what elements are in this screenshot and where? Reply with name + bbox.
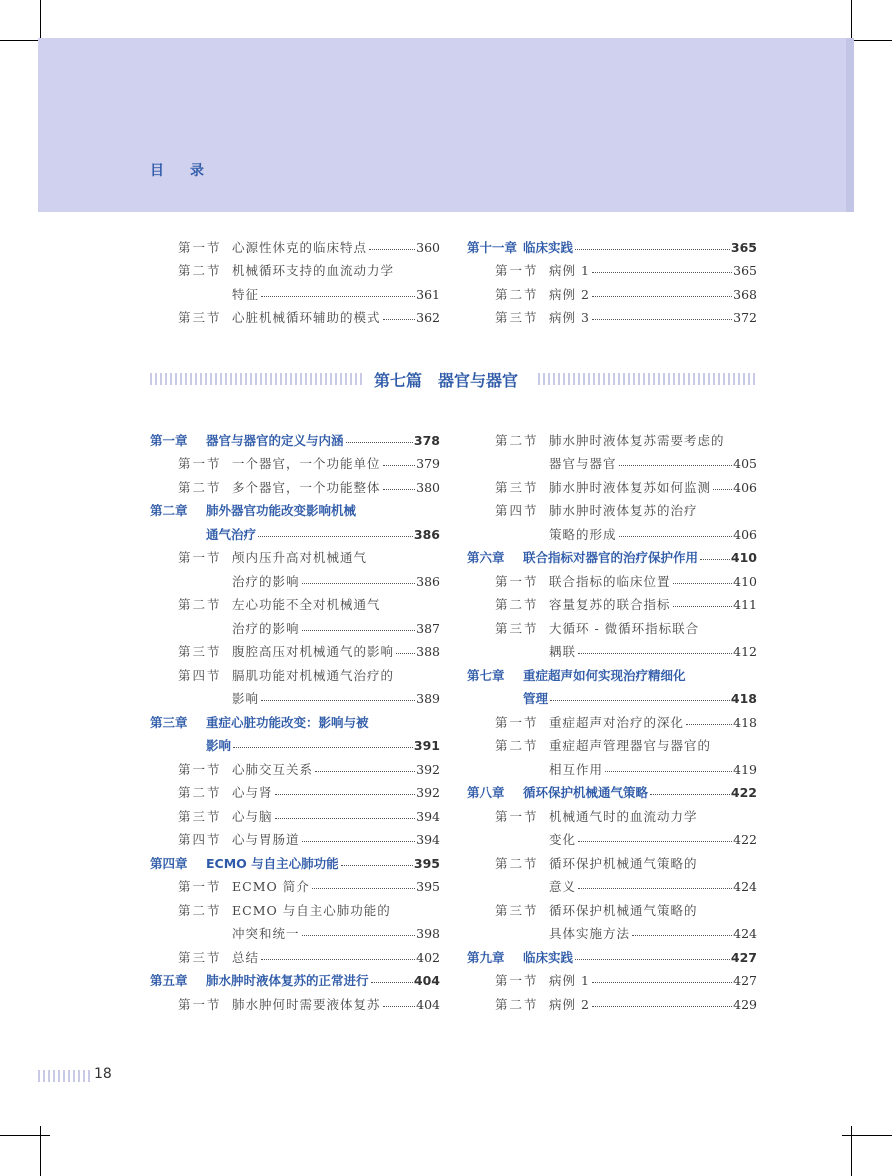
- dot-leader: [578, 876, 732, 892]
- toc-entry-label: 第三节: [178, 310, 222, 325]
- dot-leader: [369, 237, 415, 253]
- toc-section-entry[interactable]: [467, 519, 757, 543]
- toc-entry-label: 第二节: [495, 432, 539, 448]
- toc-column-right: [467, 425, 757, 1013]
- toc-entry-title: 循环保护机械通气策略的: [549, 855, 698, 871]
- toc-entry-label: 第三节: [178, 808, 222, 824]
- toc-entry-page: 404: [416, 996, 440, 1012]
- dot-leader: [713, 477, 732, 493]
- toc-section-entry[interactable]: [150, 825, 440, 849]
- part-heading: [150, 368, 758, 390]
- toc-entry-label: 第一节: [495, 973, 539, 988]
- dot-leader: [619, 453, 733, 469]
- toc-section-entry[interactable]: [467, 566, 757, 590]
- toc-section-entry[interactable]: [150, 613, 440, 637]
- toc-entry-title: 左心功能不全对机械通气: [232, 597, 381, 612]
- toc-entry-page: 406: [733, 479, 757, 495]
- toc-entry-title: 影响: [232, 691, 260, 706]
- toc-entry-page: 410: [730, 550, 757, 565]
- toc-entry-label: 第九章: [467, 949, 505, 965]
- dot-leader: [396, 641, 415, 657]
- dot-leader: [275, 782, 416, 798]
- dot-leader: [673, 571, 733, 587]
- toc-entry-label: 第八章: [467, 785, 505, 800]
- toc-entry-label: 第三节: [178, 644, 222, 659]
- decorative-stripe: [150, 373, 362, 385]
- toc-entry-title: 重症超声对治疗的深化: [549, 714, 685, 730]
- toc-entry-title: 重症超声管理器官与器官的: [549, 738, 712, 753]
- toc-entry-label: 第十一章: [467, 239, 518, 255]
- header-banner: [38, 38, 852, 212]
- toc-entry-page: 378: [413, 432, 440, 448]
- toc-section-entry[interactable]: [150, 872, 440, 896]
- dot-leader: [592, 260, 732, 276]
- toc-section-entry[interactable]: [150, 590, 440, 614]
- toc-entry-page: 427: [730, 949, 757, 965]
- toc-entry-label: 第三节: [495, 902, 539, 918]
- toc-entry-label: 第四节: [495, 503, 539, 518]
- toc-entry-page: 402: [416, 949, 440, 965]
- toc-entry-page: 410: [733, 573, 757, 589]
- part-title: [374, 368, 518, 391]
- toc-section-entry[interactable]: [150, 942, 440, 966]
- toc-section-entry[interactable]: [150, 472, 440, 496]
- toc-entry-page: 392: [416, 785, 440, 800]
- crop-mark: [0, 1135, 50, 1136]
- toc-chapter-entry[interactable]: [150, 966, 440, 990]
- toc-entry-label: 第二节: [495, 996, 539, 1012]
- toc-entry-label: 第二章: [150, 503, 188, 518]
- toc-chapter-entry[interactable]: [150, 848, 440, 872]
- toc-entry-page: 424: [733, 926, 757, 941]
- dot-leader: [700, 547, 730, 563]
- toc-entry-title: 肺水肿何时需要液体复苏: [232, 996, 381, 1012]
- toc-entry-title: 病例 1: [549, 263, 590, 278]
- dot-leader: [302, 618, 416, 634]
- toc-entry-label: 第七章: [467, 667, 505, 683]
- toc-entry-label: 第一节: [495, 263, 539, 278]
- toc-entry-page: 386: [413, 526, 440, 542]
- dot-leader: [383, 307, 416, 323]
- dot-leader: [673, 594, 733, 610]
- toc-entry-title: 相互作用: [549, 761, 604, 777]
- toc-column-top-left: [150, 232, 440, 326]
- dot-leader: [258, 524, 413, 540]
- toc-section-entry[interactable]: [467, 279, 757, 303]
- toc-section-entry[interactable]: [150, 543, 440, 567]
- toc-entry-title: 腹腔高压对机械通气的影响: [232, 644, 395, 659]
- toc-entry-label: 第一节: [178, 239, 222, 255]
- dot-leader: [383, 477, 416, 493]
- toc-entry-label: 第二节: [495, 738, 539, 753]
- toc-section-entry[interactable]: [150, 449, 440, 473]
- toc-entry-title: 机械通气时的血流动力学: [549, 808, 698, 824]
- toc-entry-page: 379: [416, 456, 440, 471]
- toc-entry-label: 第一节: [178, 879, 222, 894]
- toc-entry-title: 变化: [549, 832, 577, 847]
- toc-section-entry[interactable]: [150, 801, 440, 825]
- toc-entry-label: 第四章: [150, 855, 188, 871]
- toc-entry-title: 策略的形成: [549, 526, 617, 542]
- toc-chapter-entry[interactable]: [150, 519, 440, 543]
- toc-entry-title: 心与胃肠道: [232, 832, 300, 847]
- crop-mark: [40, 1126, 41, 1176]
- dot-leader: [686, 712, 732, 728]
- toc-section-entry[interactable]: [467, 256, 757, 280]
- toc-entry-page: 368: [733, 286, 757, 302]
- toc-entry-title: 心源性休克的临床特点: [232, 239, 368, 255]
- dot-leader: [346, 430, 413, 446]
- toc-entry-title: 肺水肿时液体复苏需要考虑的: [549, 432, 725, 448]
- toc-entry-title: 病例 2: [549, 996, 590, 1012]
- toc-entry-title: 机械循环支持的血流动力学: [232, 263, 395, 278]
- toc-entry-label: 第三节: [178, 949, 222, 965]
- toc-section-entry[interactable]: [467, 496, 757, 520]
- toc-entry-title: 循环保护机械通气策略的: [549, 902, 698, 918]
- toc-entry-label: 第四节: [178, 667, 222, 683]
- toc-entry-page: 395: [416, 879, 440, 894]
- toc-entry-page: 380: [416, 479, 440, 495]
- toc-entry-page: 394: [416, 808, 440, 824]
- toc-entry-label: 第一节: [495, 573, 539, 589]
- toc-entry-label: 第二节: [178, 263, 222, 278]
- toc-section-entry[interactable]: [150, 919, 440, 943]
- toc-entry-title: 联合指标对器官的治疗保护作用: [523, 550, 699, 565]
- toc-section-entry[interactable]: [467, 731, 757, 755]
- toc-entry-label: 第五章: [150, 973, 188, 988]
- toc-entry-label: 第一节: [178, 996, 222, 1012]
- toc-entry-page: 365: [730, 239, 757, 255]
- toc-entry-page: 387: [416, 620, 440, 636]
- dot-leader: [341, 853, 413, 869]
- toc-entry-title: 特征: [232, 286, 260, 302]
- toc-entry-label: 第二节: [178, 785, 222, 800]
- toc-entry-page: 419: [733, 761, 757, 777]
- toc-entry-page: 361: [416, 286, 440, 302]
- toc-section-entry[interactable]: [150, 303, 440, 327]
- toc-entry-label: 第二节: [495, 597, 539, 612]
- toc-section-entry[interactable]: [467, 613, 757, 637]
- toc-entry-title: 器官与器官的定义与内涵: [206, 432, 344, 448]
- toc-column-top-right: [467, 232, 757, 326]
- toc-entry-page: 404: [413, 973, 440, 988]
- toc-entry-title: 影响: [206, 738, 232, 753]
- toc-entry-title: 颅内压升高对机械通气: [232, 550, 368, 565]
- toc-chapter-entry[interactable]: [467, 778, 757, 802]
- toc-section-entry[interactable]: [150, 279, 440, 303]
- toc-section-entry[interactable]: [150, 566, 440, 590]
- toc-section-entry[interactable]: [150, 660, 440, 684]
- toc-entry-title: 临床实践: [523, 239, 574, 255]
- toc-entry-page: 418: [730, 691, 757, 706]
- toc-entry-title: 心肺交互关系: [232, 761, 314, 777]
- dot-leader: [261, 947, 415, 963]
- toc-entry-title: 病例 2: [549, 286, 590, 302]
- toc-entry-page: 394: [416, 832, 440, 847]
- toc-heading-char: 目: [150, 163, 164, 179]
- toc-entry-label: 第一节: [178, 550, 222, 565]
- toc-entry-title: 大循环 - 微循环指标联合: [549, 620, 700, 636]
- toc-section-entry[interactable]: [467, 872, 757, 896]
- toc-entry-title: 重症超声如何实现治疗精细化: [523, 667, 686, 683]
- toc-entry-label: 第四节: [178, 832, 222, 847]
- toc-entry-page: 365: [733, 263, 757, 278]
- toc-entry-title: 心与肾: [232, 785, 273, 800]
- toc-section-entry[interactable]: [150, 637, 440, 661]
- toc-entry-page: 389: [416, 691, 440, 706]
- toc-entry-title: 意义: [549, 879, 577, 894]
- toc-section-entry[interactable]: [150, 754, 440, 778]
- toc-entry-label: 第一节: [178, 456, 222, 471]
- toc-section-entry[interactable]: [467, 754, 757, 778]
- toc-entry-label: 第三章: [150, 714, 188, 730]
- dot-leader: [302, 923, 416, 939]
- crop-mark: [851, 1126, 852, 1176]
- toc-entry-label: 第二节: [495, 855, 539, 871]
- header-banner-edge: [846, 38, 854, 212]
- toc-section-entry[interactable]: [467, 801, 757, 825]
- toc-entry-title: 联合指标的临床位置: [549, 573, 671, 589]
- dot-leader: [575, 947, 730, 963]
- toc-chapter-entry[interactable]: [150, 425, 440, 449]
- toc-entry-page: 424: [733, 879, 757, 894]
- toc-entry-title: ECMO 与自主心肺功能: [206, 855, 339, 871]
- dot-leader: [275, 806, 416, 822]
- toc-section-entry[interactable]: [467, 966, 757, 990]
- toc-entry-title: 病例 3: [549, 310, 590, 325]
- toc-entry-title: 通气治疗: [206, 526, 257, 542]
- crop-mark: [842, 1135, 892, 1136]
- dot-leader: [592, 307, 732, 323]
- toc-entry-title: 病例 1: [549, 973, 590, 988]
- toc-entry-title: 容量复苏的联合指标: [549, 597, 671, 612]
- dot-leader: [550, 688, 730, 704]
- toc-chapter-entry[interactable]: [150, 496, 440, 520]
- toc-column-left: [150, 425, 440, 1013]
- toc-entry-label: 第一节: [495, 714, 539, 730]
- toc-entry-page: 406: [733, 526, 757, 542]
- toc-entry-label: 第三节: [495, 479, 539, 495]
- toc-section-entry[interactable]: [150, 989, 440, 1013]
- toc-section-entry[interactable]: [467, 848, 757, 872]
- toc-entry-page: 386: [416, 573, 440, 589]
- toc-entry-page: 418: [733, 714, 757, 730]
- toc-section-entry[interactable]: [467, 425, 757, 449]
- dot-leader: [383, 453, 416, 469]
- toc-entry-title: 肺水肿时液体复苏的正常进行: [206, 973, 369, 988]
- dot-leader: [315, 759, 415, 775]
- toc-entry-title: ECMO 与自主心肺功能的: [232, 902, 391, 918]
- toc-entry-title: 管理: [523, 691, 549, 706]
- dot-leader: [605, 759, 732, 775]
- dot-leader: [650, 782, 730, 798]
- dot-leader: [619, 524, 733, 540]
- toc-entry-page: 405: [733, 456, 757, 471]
- toc-entry-page: 372: [733, 310, 757, 325]
- toc-entry-label: 第二节: [178, 479, 222, 495]
- page-number: 18: [94, 1066, 112, 1082]
- toc-entry-title: 循环保护机械通气策略: [523, 785, 649, 800]
- toc-entry-page: 388: [416, 644, 440, 659]
- toc-entry-page: 391: [413, 738, 440, 753]
- toc-entry-label: 第二节: [178, 902, 222, 918]
- toc-chapter-entry[interactable]: [467, 543, 757, 567]
- toc-section-entry[interactable]: [467, 825, 757, 849]
- toc-entry-title: 临床实践: [523, 949, 574, 965]
- toc-section-entry[interactable]: [150, 778, 440, 802]
- toc-entry-title: 治疗的影响: [232, 573, 300, 589]
- dot-leader: [233, 735, 413, 751]
- part-name: 器官与器官: [438, 371, 519, 390]
- dot-leader: [578, 829, 732, 845]
- toc-section-entry[interactable]: [150, 232, 440, 256]
- toc-entry-title: 肺水肿时液体复苏的治疗: [549, 503, 698, 518]
- dot-leader: [261, 688, 415, 704]
- toc-entry-label: 第二节: [495, 286, 539, 302]
- toc-entry-page: 395: [413, 855, 440, 871]
- toc-entry-page: 360: [416, 239, 440, 255]
- toc-chapter-entry[interactable]: [150, 707, 440, 731]
- toc-entry-title: 肺外器官功能改变影响机械: [206, 503, 357, 518]
- dot-leader: [261, 284, 415, 300]
- toc-section-entry[interactable]: [467, 303, 757, 327]
- toc-entry-title: 重症心脏功能改变：影响与被: [206, 714, 369, 730]
- toc-heading-char: 录: [190, 163, 204, 179]
- toc-entry-page: 422: [733, 832, 757, 847]
- toc-chapter-entry[interactable]: [467, 660, 757, 684]
- toc-entry-title: 冲突和统一: [232, 926, 300, 941]
- dot-leader: [312, 876, 415, 892]
- toc-chapter-entry[interactable]: [467, 684, 757, 708]
- toc-section-entry[interactable]: [467, 989, 757, 1013]
- toc-section-entry[interactable]: [467, 919, 757, 943]
- toc-section-entry[interactable]: [467, 590, 757, 614]
- toc-entry-title: 具体实施方法: [549, 926, 631, 941]
- toc-entry-label: 第三节: [495, 310, 539, 325]
- toc-entry-title: 一个器官，一个功能单位: [232, 456, 381, 471]
- toc-entry-label: 第三节: [495, 620, 539, 636]
- toc-entry-page: 422: [730, 785, 757, 800]
- toc-section-entry[interactable]: [467, 707, 757, 731]
- dot-leader: [575, 237, 730, 253]
- toc-section-entry[interactable]: [467, 472, 757, 496]
- toc-section-entry[interactable]: [150, 256, 440, 280]
- toc-entry-page: 411: [733, 597, 757, 612]
- toc-entry-label: 第一章: [150, 432, 188, 448]
- toc-entry-label: 第一节: [495, 808, 539, 824]
- toc-entry-page: 412: [733, 644, 757, 659]
- toc-entry-page: 398: [416, 926, 440, 941]
- toc-entry-label: 第六章: [467, 550, 505, 565]
- toc-entry-page: 429: [733, 996, 757, 1012]
- toc-entry-title: ECMO 简介: [232, 879, 310, 894]
- toc-section-entry[interactable]: [467, 637, 757, 661]
- toc-entry-title: 心与脑: [232, 808, 273, 824]
- toc-section-entry[interactable]: [467, 449, 757, 473]
- decorative-stripe: [38, 1070, 92, 1082]
- toc-entry-title: 耦联: [549, 644, 577, 659]
- toc-section-entry[interactable]: [150, 895, 440, 919]
- toc-entry-title: 心脏机械循环辅助的模式: [232, 310, 381, 325]
- toc-entry-page: 427: [733, 973, 757, 988]
- dot-leader: [383, 994, 416, 1010]
- toc-chapter-entry[interactable]: [467, 942, 757, 966]
- toc-entry-page: 362: [416, 310, 440, 325]
- dot-leader: [632, 923, 732, 939]
- dot-leader: [371, 970, 413, 986]
- dot-leader: [592, 284, 732, 300]
- toc-section-entry[interactable]: [150, 684, 440, 708]
- toc-chapter-entry[interactable]: [467, 232, 757, 256]
- toc-entry-label: 第一节: [178, 761, 222, 777]
- toc-entry-label: 第二节: [178, 597, 222, 612]
- toc-entry-title: 治疗的影响: [232, 620, 300, 636]
- dot-leader: [302, 571, 416, 587]
- dot-leader: [592, 970, 732, 986]
- toc-entry-title: 总结: [232, 949, 260, 965]
- toc-chapter-entry[interactable]: [150, 731, 440, 755]
- toc-heading: [150, 160, 230, 180]
- toc-entry-title: 器官与器官: [549, 456, 617, 471]
- toc-section-entry[interactable]: [467, 895, 757, 919]
- toc-entry-title: 多个器官，一个功能整体: [232, 479, 381, 495]
- toc-entry-page: 392: [416, 761, 440, 777]
- dot-leader: [302, 829, 416, 845]
- decorative-stripe: [538, 373, 758, 385]
- dot-leader: [578, 641, 732, 657]
- dot-leader: [592, 994, 732, 1010]
- toc-entry-title: 肺水肿时液体复苏如何监测: [549, 479, 712, 495]
- part-label: 第七篇: [374, 371, 423, 390]
- toc-entry-title: 膈肌功能对机械通气治疗的: [232, 667, 395, 683]
